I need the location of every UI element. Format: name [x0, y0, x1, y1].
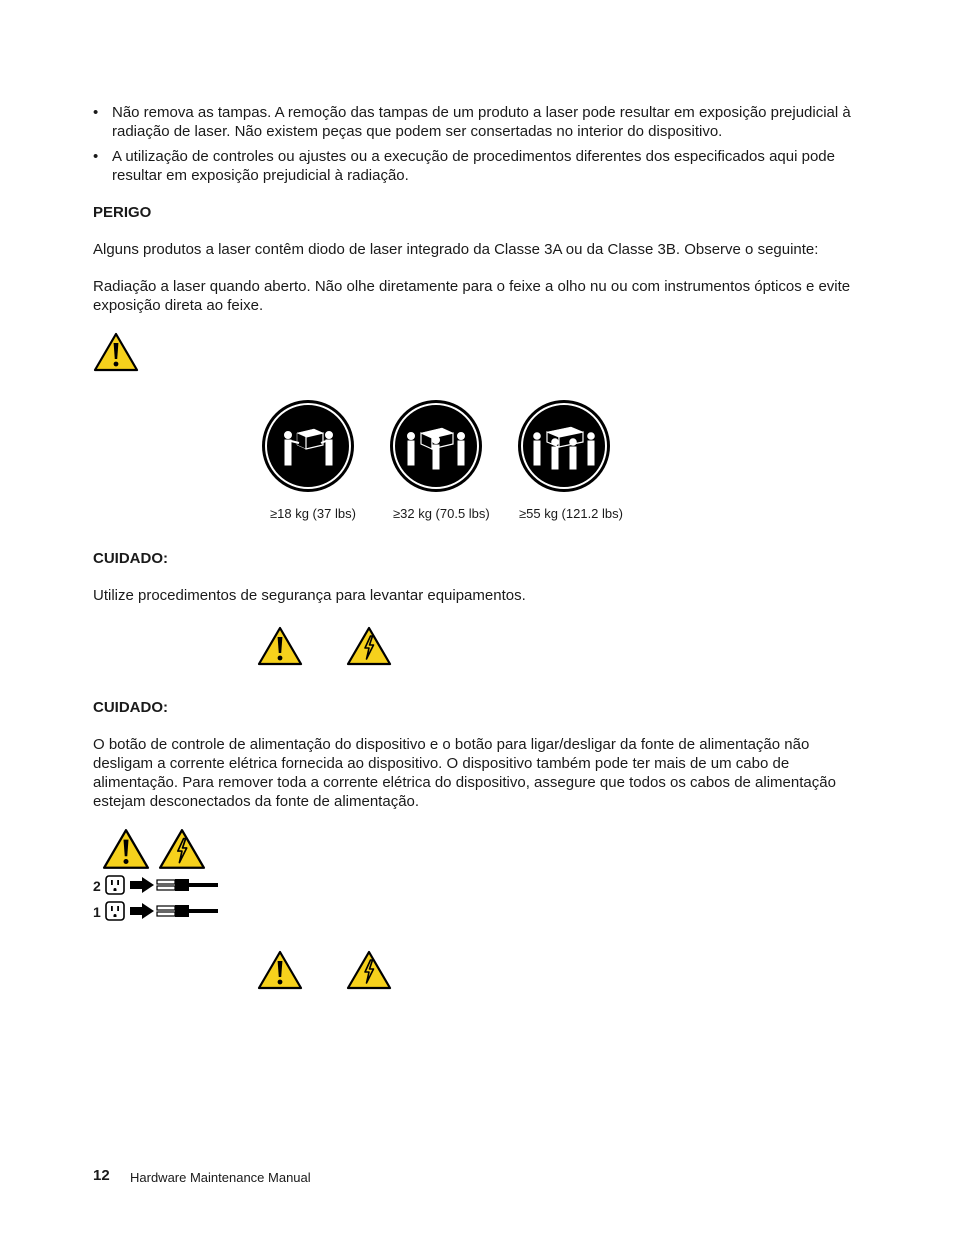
caution-heading: CUIDADO: [93, 550, 168, 567]
caution-lifting-text: Utilize procedimentos de segurança para levantar equipamentos. [93, 587, 526, 604]
lightning-triangle-icon [158, 828, 206, 870]
caution-power-text: O botão de controle de alimentação do dispositivo e o botão para ligar/desligar da fonte de alimentação não desligam a corrente elétrica fornecida ao dispositivo. O dispositivo também pode ter mais de um cabo de alimentação. Para remover toda a corrente elétrica do dispositivo, assegure que todos os cabos de alimentação estejam desconectados da fonte de alimentação. [93, 736, 836, 810]
exclamation-triangle-icon [257, 950, 303, 990]
power-outlet-icon [105, 901, 125, 921]
lift-weight-label: ≥32 kg (70.5 lbs) [393, 506, 490, 521]
lightning-triangle-icon [346, 950, 392, 990]
page-number: 12 [93, 1167, 110, 1184]
power-outlet-icon [105, 875, 125, 895]
exclamation-triangle-icon [93, 332, 139, 372]
power-plug-icon [155, 902, 219, 920]
danger-heading: PERIGO [93, 204, 152, 221]
list-item [93, 147, 853, 185]
bullet-marker: • [93, 104, 99, 121]
exclamation-triangle-icon [257, 626, 303, 666]
power-cord-number: 1 [93, 904, 101, 920]
power-plug-icon [155, 876, 219, 894]
bullet-marker: • [93, 148, 99, 165]
lift-people-icon [389, 399, 483, 493]
lift-people-icon [517, 399, 611, 493]
laser-bullet-list [93, 103, 853, 191]
lightning-triangle-icon [346, 626, 392, 666]
arrow-right-icon [129, 902, 155, 920]
lift-weight-label: ≥18 kg (37 lbs) [270, 506, 356, 521]
lift-people-icon [261, 399, 355, 493]
bullet-text: Não remova as tampas. A remoção das tampas de um produto a laser pode resultar em exposição prejudicial à radiação de laser. Não existem peças que podem ser consertadas no interior do dispositivo. [112, 104, 851, 140]
lift-weight-label: ≥55 kg (121.2 lbs) [519, 506, 623, 521]
caution-heading: CUIDADO: [93, 699, 168, 716]
arrow-right-icon [129, 876, 155, 894]
bullet-text: A utilização de controles ou ajustes ou a execução de procedimentos diferentes dos especificados aqui pode resultar em exposição prejudicial à radiação. [112, 148, 835, 184]
danger-text-2: Radiação a laser quando aberto. Não olhe diretamente para o feixe a olho nu ou com instrumentos ópticos e evite exposição direta ao feixe. [93, 278, 851, 314]
exclamation-triangle-icon [102, 828, 150, 870]
list-item [93, 103, 853, 141]
manual-title: Hardware Maintenance Manual [130, 1170, 311, 1185]
danger-text-1: Alguns produtos a laser contêm diodo de laser integrado da Classe 3A ou da Classe 3B. Observe o seguinte: [93, 241, 819, 258]
power-cord-number: 2 [93, 878, 101, 894]
